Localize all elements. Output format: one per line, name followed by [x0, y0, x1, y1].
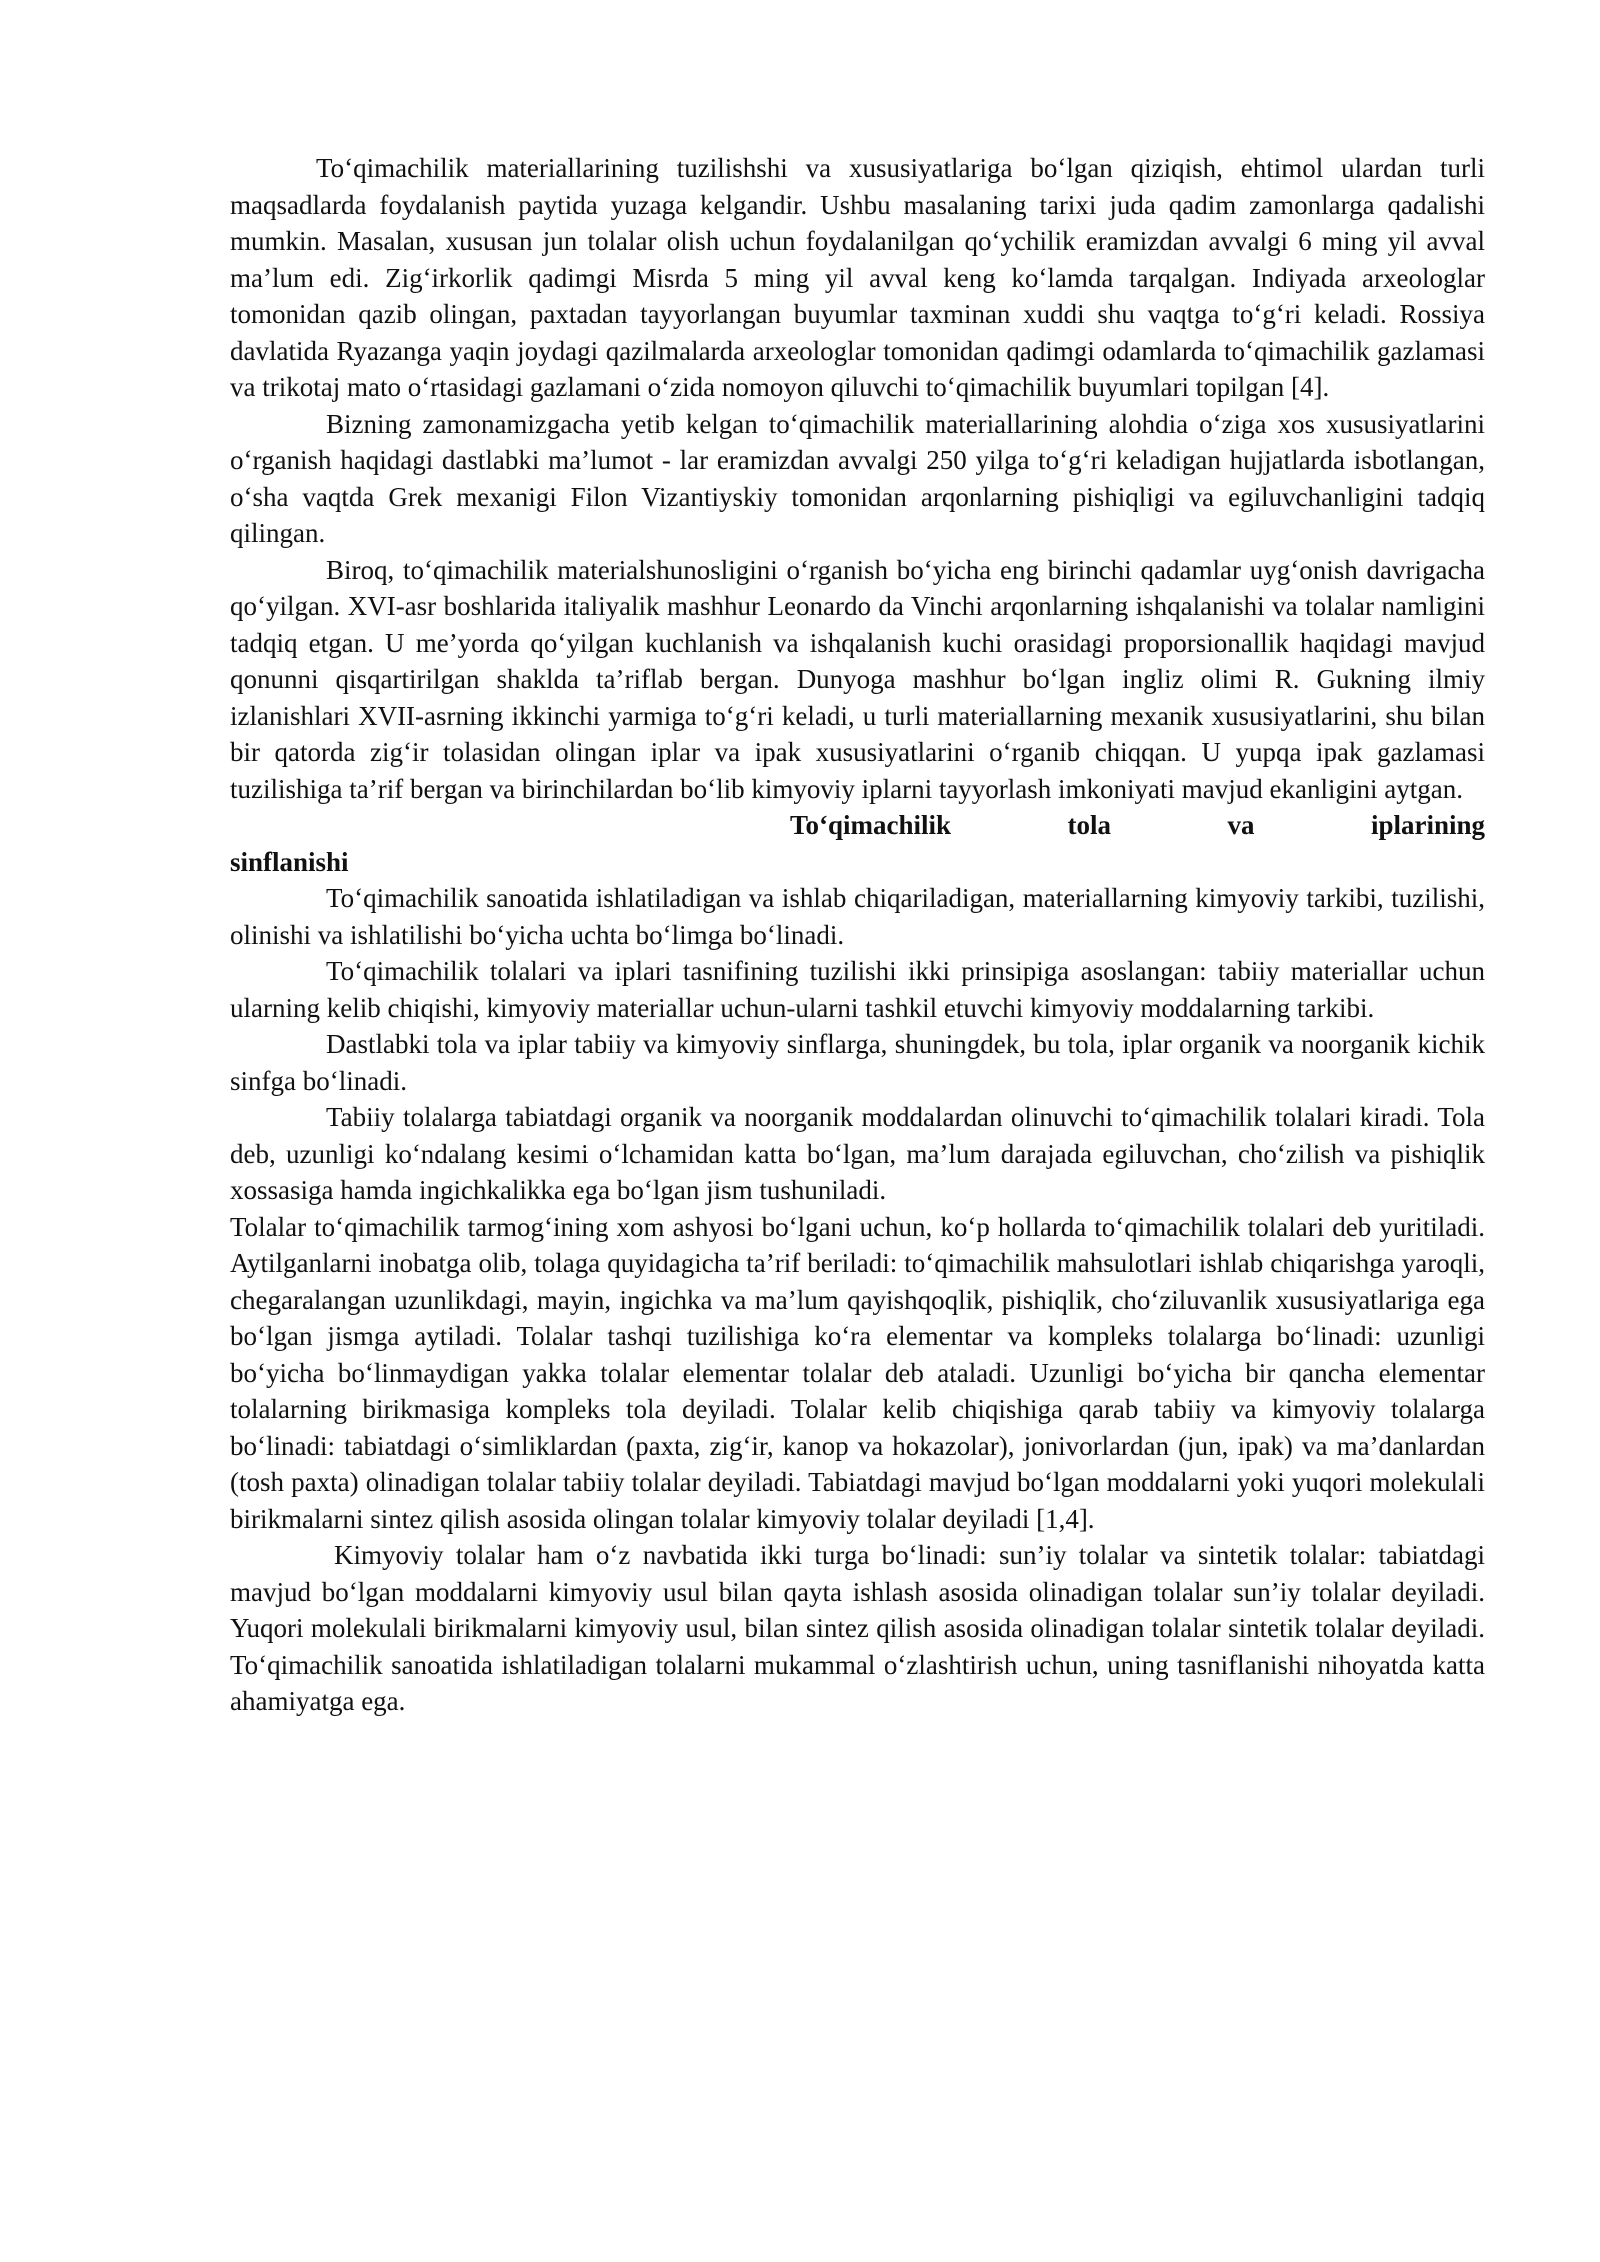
paragraph-history: To‘qimachilik materiallarining tuzilishshi va xususiyatlariga bo‘lgan qiziqish, ehtimol ulardan turli maqsadlarda foydalanish paytida yuzaga kelgandir. Ushbu masalaning tarixi juda qadim zamonlarga qadalishi mumkin. Masalan, xususan jun tolalar olish uchun foydalanilgan qo‘ychilik eramizdan avvalgi 6 ming yil avval ma’lum edi. Zig‘irkorlik qadimgi Misrda 5 ming yil avval keng ko‘lamda tarqalgan. Indiyada arxeologlar tomonidan qazib olingan, paxtadan tayyorlangan buyumlar taxminan xuddi shu vaqtga to‘g‘ri keladi. Rossiya davlatida Ryazanga yaqin joydagi qazilmalarda arxeologlar tomonidan qadimgi odamlarda to‘qimachilik gazlamasi va trikotaj mato o‘rtasidagi gazlamani o‘zida nomoyon qiluvchi to‘qimachilik buyumlari topilgan [4]. [230, 153, 1485, 402]
paragraph-fiber-definition: Tolalar to‘qimachilik tarmog‘ining xom ashyosi bo‘lgani uchun, ko‘p hollarda to‘qimachilik tolalari deb yuritiladi. Aytilganlarni inobatga olib, tolaga quyidagicha ta’rif beriladi: to‘qimachilik mahsulotlari ishlab chiqarishga yaroqli, chegaralangan uzunlikdagi, mayin, ingichka va ma’lum qayishqoqlik, pishiqlik, cho‘ziluvanlik xususiyatlariga ega bo‘lgan jismga aytiladi. Tolalar tashqi tuzilishiga ko‘ra elementar va kompleks tolalarga bo‘linadi: uzunligi bo‘yicha bo‘linmaydigan yakka tolalar elementar tolalar deb ataladi. Uzunligi bo‘yicha bir qancha elementar tolalarning birikmasiga kompleks tola deyiladi. Tolalar kelib chiqishiga qarab tabiiy va kimyoviy tolalarga bo‘linadi: tabiatdagi o‘simliklardan (paxta, zig‘ir, kanop va hokazolar), jonivorlardan (jun, ipak) va ma’danlardan (tosh paxta) olinadigan tolalar tabiiy tolalar deyiladi. Tabiatdagi mavjud bo‘lgan moddalarni yoki yuqori molekulali birikmalarni sintez qilish asosida olingan tolalar kimyoviy tolalar deyiladi [1,4]. [230, 1211, 1485, 1534]
paragraph-natural-fibers: Tabiiy tolalarga tabiatdagi organik va noorganik moddalardan olinuvchi to‘qimachilik tolalari kiradi. Tola deb, uzunligi ko‘ndalang kesimi o‘lchamidan katta bo‘lgan, ma’lum darajada egiluvchan, cho‘zilish va pishiqlik xossasiga hamda ingichkalikka ega bo‘lgan jism tushuniladi. [230, 1102, 1485, 1205]
paragraph-materials-division: To‘qimachilik sanoatida ishlatiladigan va ishlab chiqariladigan, materiallarning kimyoviy tarkibi, tuzilishi, olinishi va ishlatilishi bo‘yicha uchta bo‘limga bo‘linadi. [230, 883, 1485, 950]
paragraph-renaissance: Biroq, to‘qimachilik materialshunosligini o‘rganish bo‘yicha eng birinchi qadamlar uyg‘onish davrigacha qo‘yilgan. XVI-asr boshlarida italiyalik mashhur Leonardo da Vinchi arqonlarning ishqalanishi va tolalar namligini tadqiq etgan. U me’yorda qo‘yilgan kuchlanish va ishqalanish kuchi orasidagi proporsionallik haqidagi mavjud qonunni qisqartirilgan shaklda ta’riflab bergan. Dunyoga mashhur bo‘lgan ingliz olimi R. Gukning ilmiy izlanishlari XVII-asrning ikkinchi yarmiga to‘g‘ri keladi, u turli materiallarning mexanik xususiyatlarini, shu bilan bir qatorda zig‘ir tolasidan olingan iplar va ipak xususiyatlarini o‘rganib chiqqan. U yupqa ipak gazlamasi tuzilishiga ta’rif bergan va birinchilardan bo‘lib kimyoviy iplarni tayyorlash imkoniyati mavjud ekanligini aytgan. [230, 554, 1485, 804]
paragraph-natural-chemical-classes: Dastlabki tola va iplar tabiiy va kimyoviy sinflarga, shuningdek, bu tola, iplar organik va noorganik kichik sinfga bo‘linadi. [230, 1029, 1485, 1096]
paragraph-chemical-fibers: Kimyoviy tolalar ham o‘z navbatida ikki turga bo‘linadi: sun’iy tolalar va sintetik tolalar: tabiatdagi mavjud bo‘lgan moddalarni kimyoviy usul bilan qayta ishlash asosida olinadigan tolalar sun’iy tolalar deyiladi. Yuqori molekulali birikmalarni kimyoviy usul, bilan sintez qilish asosida olinadigan tolalar sintetik tolalar deyiladi. To‘qimachilik sanoatida ishlatiladigan tolalarni mukammal o‘zlashtirish uchun, uning tasniflanishi nihoyatda katta ahamiyatga ega. [230, 1540, 1485, 1716]
paragraph-ancient-research: Bizning zamonamizgacha yetib kelgan to‘qimachilik materiallarining alohdia o‘ziga xos xususiyatlarini o‘rganish haqidagi dastlabki ma’lumot - lar eramizdan avvalgi 250 yilga to‘g‘ri keladigan hujjatlarda isbotlangan, o‘sha vaqtda Grek mexanigi Filon Vizantiyskiy tomonidan arqonlarning pishiqligi va egiluvchanligini tadqiq qilingan. [230, 408, 1485, 548]
paragraph-classification-principles: To‘qimachilik tolalari va iplari tasnifining tuzilishi ikki prinsipiga asoslangan: tabiiy materiallar uchun ularning kelib chiqishi, kimyoviy materiallar uchun-ularni tashkil etuvchi kimyoviy moddalarning tarkibi. [230, 956, 1485, 1023]
document-page [230, 150, 1485, 1720]
section-heading-continuation: sinflanishi [230, 846, 349, 877]
section-heading: To‘qimachilik tola va iplarining [790, 810, 1485, 840]
